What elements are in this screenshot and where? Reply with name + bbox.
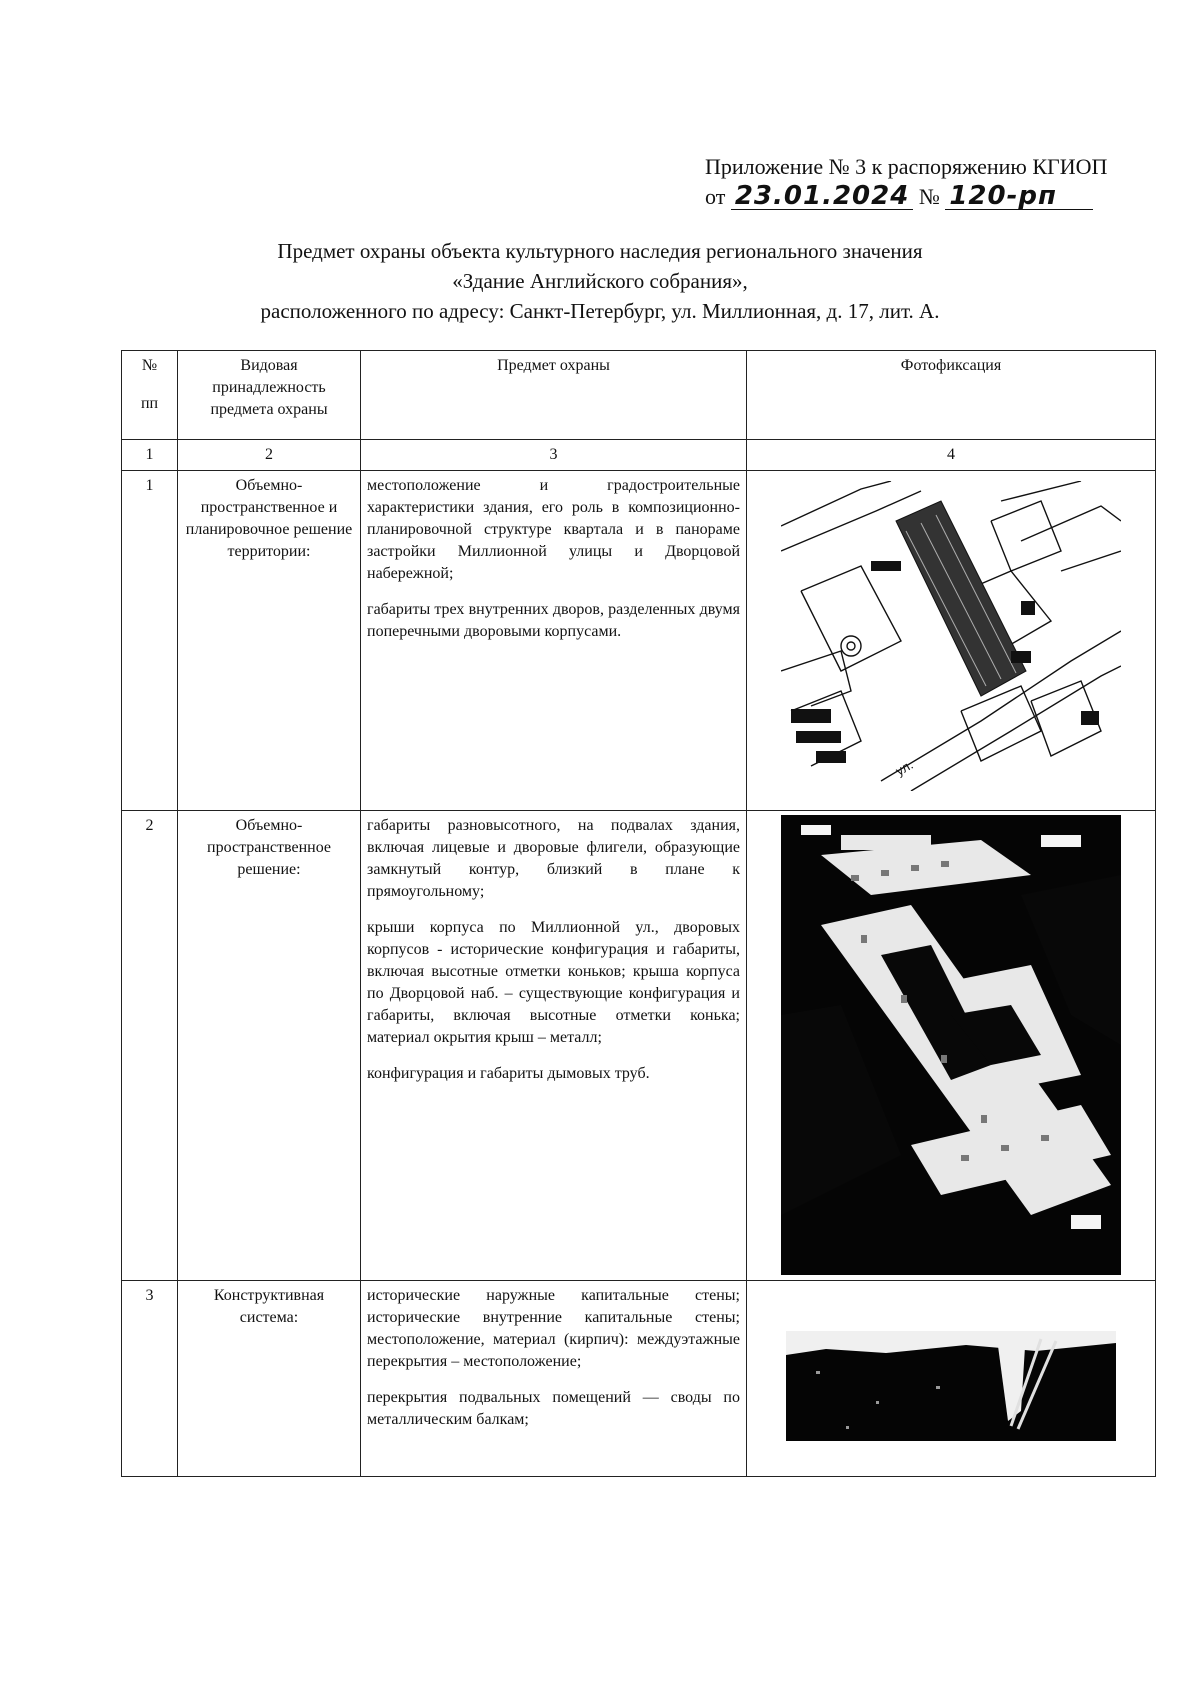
site-plan-image <box>781 481 1121 791</box>
subject-paragraph: крыши корпуса по Миллионной ул., дворовых корпусов - исторические конфигурация и габариты, включая высотные отметки коньков; крыша корпуса по Дворцовой наб. – существующие конфигурация и габариты, включая высотные отметки конька; материал окрытия крыш – металл; <box>367 919 740 1046</box>
appendix-line: Приложение № 3 к распоряжению КГИОП <box>705 154 1108 179</box>
row-subject <box>361 1281 747 1477</box>
row-subject <box>361 471 747 811</box>
subject-paragraph: перекрытия подвальных помещений — своды по металлическим балкам; <box>367 1389 740 1428</box>
row-photo <box>747 1281 1156 1477</box>
subject-paragraph: габариты разновысотного, на подвалах здания, включая лицевые и дворовые флигели, образующие замкнутый контур, близкий в плане к прямоугольному; <box>367 817 740 900</box>
row-type: Конструктивная система: <box>178 1281 361 1477</box>
date-prefix: от <box>705 184 726 209</box>
document-title <box>0 236 1200 326</box>
row-number: 3 <box>122 1281 178 1477</box>
row-type: Объемно-пространственное и планировочное решение территории: <box>178 471 361 811</box>
column-number: 4 <box>747 440 1156 471</box>
row-number: 2 <box>122 811 178 1281</box>
subject-paragraph: исторические наружные капитальные стены; исторические внутренние капитальные стены; местоположение, материал (кирпич): междуэтажные перекрытия – местоположение; <box>367 1287 740 1370</box>
title-line-3: расположенного по адресу: Санкт-Петербург, ул. Миллионная, д. 17, лит. А. <box>260 299 940 323</box>
title-line-1: Предмет охраны объекта культурного наследия регионального значения <box>277 239 923 263</box>
header-col-subject: Предмет охраны <box>361 351 747 440</box>
table-row <box>122 811 1156 1281</box>
subject-paragraph: конфигурация и габариты дымовых труб. <box>367 1065 650 1082</box>
handwritten-number: 120-рп <box>945 183 1093 210</box>
row-subject <box>361 811 747 1281</box>
column-number: 3 <box>361 440 747 471</box>
table-row <box>122 1281 1156 1477</box>
interior-photo-image <box>786 1331 1116 1441</box>
row-type: Объемно-пространственное решение: <box>178 811 361 1281</box>
header-col-number <box>122 351 178 440</box>
column-number-row <box>122 440 1156 471</box>
street-label: ул. <box>893 756 916 779</box>
row-photo <box>747 471 1156 811</box>
appendix-date-line <box>705 182 1107 212</box>
header-number-abbr: пп <box>140 395 159 412</box>
column-number: 1 <box>122 440 178 471</box>
aerial-photo-image <box>781 815 1121 1275</box>
table-header-row <box>122 351 1156 440</box>
subject-paragraph: габариты трех внутренних дворов, разделенных двумя поперечными дворовыми корпусами. <box>367 601 740 640</box>
column-number: 2 <box>178 440 361 471</box>
appendix-header <box>705 152 1107 212</box>
title-line-2: «Здание Английского собрания», <box>452 269 748 293</box>
protection-table <box>121 350 1156 1477</box>
row-photo <box>747 811 1156 1281</box>
number-prefix: № <box>918 184 940 209</box>
handwritten-date: 23.01.2024 <box>731 183 913 210</box>
table-row <box>122 471 1156 811</box>
header-col-type: Видовая принадлежность предмета охраны <box>178 351 361 440</box>
subject-paragraph: местоположение и градостроительные характеристики здания, его роль в композиционно-планировочной структуре квартала и в панораме застройки Миллионной улицы и Дворцовой набережной; <box>367 477 740 582</box>
row-number: 1 <box>122 471 178 811</box>
header-number-sign: № <box>141 357 158 374</box>
header-col-photo: Фотофиксация <box>747 351 1156 440</box>
